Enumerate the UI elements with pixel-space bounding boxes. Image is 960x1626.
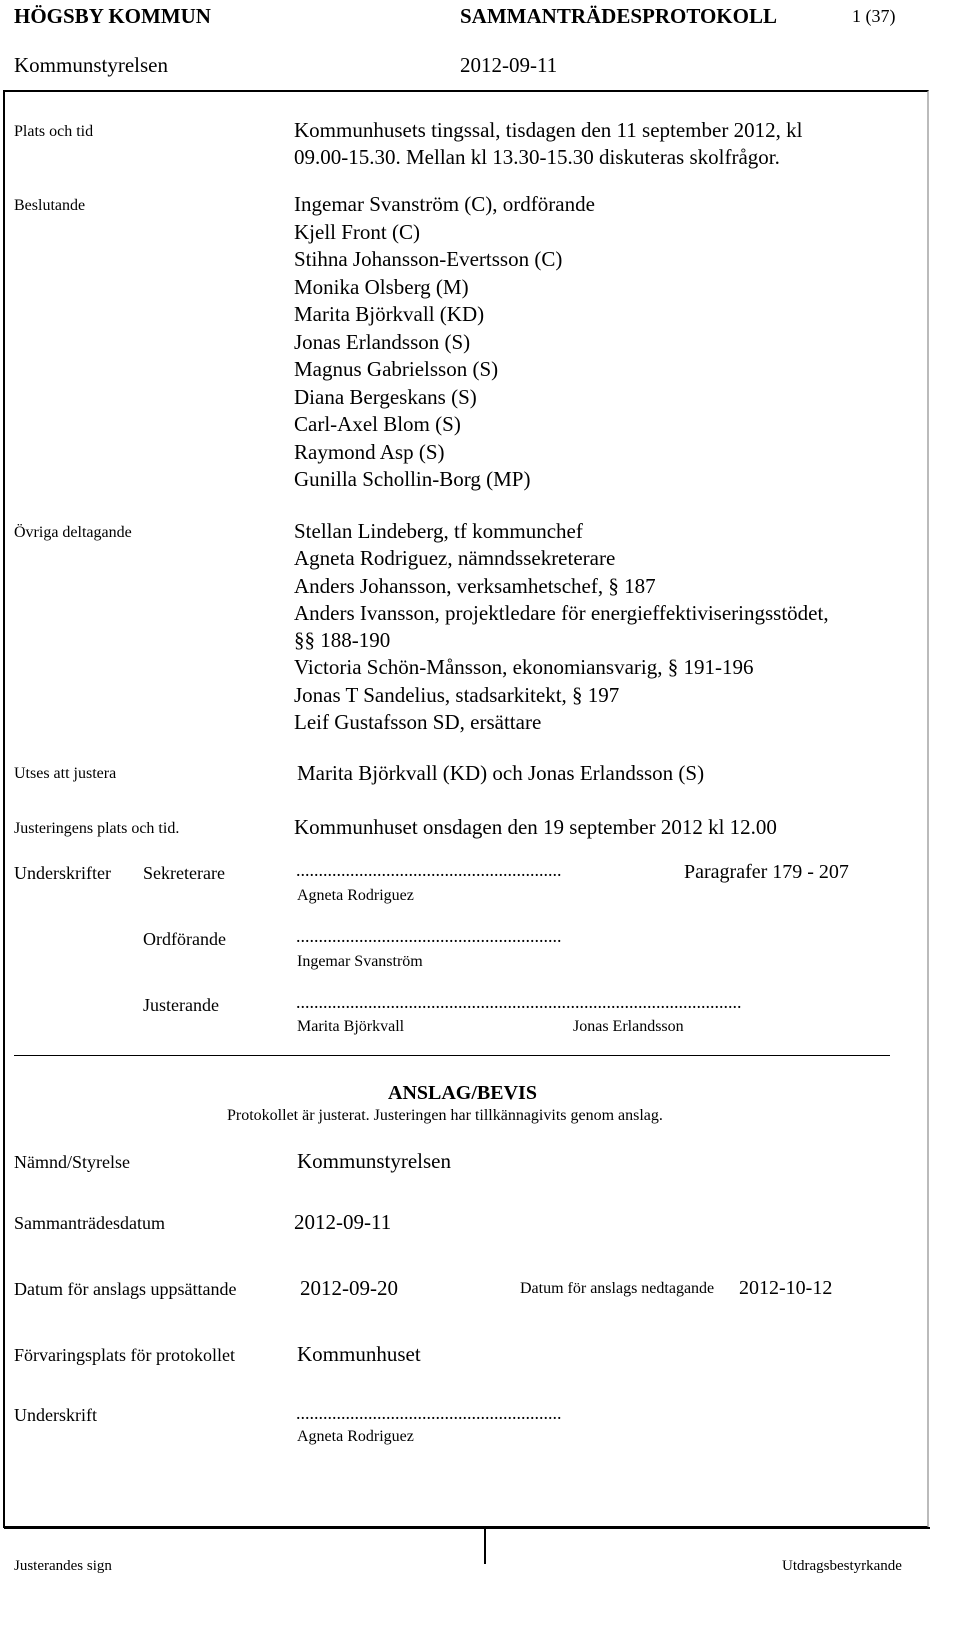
list-item: Monika Olsberg (M) <box>294 274 469 299</box>
adjuster-signature-line: ................................................................................................... <box>296 992 742 1012</box>
list-item: Stihna Johansson-Evertsson (C) <box>294 247 563 271</box>
list-item: Marita Björkvall (KD) <box>294 302 485 326</box>
board-label: Nämnd/Styrelse <box>14 1152 130 1172</box>
signatures-label: Underskrifter <box>14 863 111 883</box>
list-item: Agneta Rodriguez, nämndssekreterare <box>294 546 616 571</box>
notice-subtitle: Protokollet är justerat. Justeringen har tillkännagivits genom anslag. <box>227 1107 663 1124</box>
secretary-signature-line: ........................................................... <box>296 860 562 880</box>
adjust-place-label: Justeringens plats och tid. <box>14 820 180 837</box>
list-item: §§ 188-190 <box>294 628 391 653</box>
meeting-date-value: 2012-09-11 <box>294 1210 392 1234</box>
list-item: Jonas Erlandsson (S) <box>294 329 471 354</box>
list-item: Anders Ivansson, projektledare för energieffektiviseringsstödet, <box>294 600 829 625</box>
list-item: Diana Bergeskans (S) <box>294 384 477 409</box>
notice-title: ANSLAG/BEVIS <box>388 1082 537 1104</box>
others-label: Övriga deltagande <box>14 524 132 541</box>
place-label: Plats och tid <box>14 123 94 140</box>
board-value: Kommunstyrelsen <box>297 1149 451 1173</box>
document-type: SAMMANTRÄDESPROTOKOLL <box>460 4 777 28</box>
list-item: Gunilla Schollin-Borg (MP) <box>294 467 531 491</box>
storage-value: Kommunhuset <box>297 1342 421 1366</box>
list-item: Kjell Front (C) <box>294 219 420 244</box>
footer-left: Justerandes sign <box>14 1558 112 1574</box>
meeting-date-label: Sammanträdesdatum <box>14 1213 165 1233</box>
adjuster-name-1: Marita Björkvall <box>297 1018 405 1035</box>
signature-name: Agneta Rodriguez <box>297 1428 414 1445</box>
list-item: Carl-Axel Blom (S) <box>294 412 461 436</box>
municipality-name: HÖGSBY KOMMUN <box>14 4 211 28</box>
adjust-place-value: Kommunhuset onsdagen den 19 september 2012 kl 12.00 <box>294 815 777 839</box>
storage-label: Förvaringsplats för protokollet <box>14 1345 235 1365</box>
committee-name: Kommunstyrelsen <box>14 53 168 77</box>
list-item: Anders Johansson, verksamhetschef, § 187 <box>294 573 656 598</box>
chair-signature-line: ........................................................... <box>296 926 562 946</box>
section-divider <box>14 1055 890 1056</box>
list-item: Raymond Asp (S) <box>294 439 445 464</box>
deciding-label: Beslutande <box>14 197 86 214</box>
posted-label: Datum för anslags uppsättande <box>14 1279 237 1299</box>
adjuster-label: Justerande <box>143 995 219 1015</box>
page-number: 1 (37) <box>852 6 896 26</box>
secretary-name: Agneta Rodriguez <box>297 887 414 904</box>
paragraphs-range: Paragrafer 179 - 207 <box>684 861 849 883</box>
chair-label: Ordförande <box>143 929 226 949</box>
deciding-members-list <box>294 191 595 494</box>
signature-line: ........................................................... <box>296 1403 562 1423</box>
adjuster-name-2: Jonas Erlandsson <box>573 1018 684 1035</box>
posted-value: 2012-09-20 <box>300 1276 398 1300</box>
list-item: Ingemar Svanström (C), ordförande <box>294 192 595 216</box>
footer-separator <box>484 1528 486 1564</box>
secretary-label: Sekreterare <box>143 863 225 883</box>
place-line-2: 09.00-15.30. Mellan kl 13.30-15.30 diskuteras skolfrågor. <box>294 145 780 169</box>
list-item: Victoria Schön-Månsson, ekonomiansvarig, § 191-196 <box>294 655 754 680</box>
footer-right: Utdragsbestyrkande <box>782 1558 902 1574</box>
list-item: Magnus Gabrielsson (S) <box>294 357 499 381</box>
adjusters-label: Utses att justera <box>14 765 117 782</box>
removed-label: Datum för anslags nedtagande <box>520 1280 715 1297</box>
list-item: Leif Gustafsson SD, ersättare <box>294 710 542 735</box>
list-item: Jonas T Sandelius, stadsarkitekt, § 197 <box>294 682 620 707</box>
adjusters-value: Marita Björkvall (KD) och Jonas Erlandsson (S) <box>297 761 705 785</box>
chair-name: Ingemar Svanström <box>297 953 423 970</box>
list-item: Stellan Lindeberg, tf kommunchef <box>294 519 583 543</box>
footer-divider <box>4 1527 930 1529</box>
meeting-date: 2012-09-11 <box>460 53 558 77</box>
removed-value: 2012-10-12 <box>739 1277 833 1299</box>
place-line-1: Kommunhusets tingssal, tisdagen den 11 september 2012, kl <box>294 118 803 142</box>
signature-label: Underskrift <box>14 1405 97 1425</box>
other-participants-list <box>294 518 829 736</box>
